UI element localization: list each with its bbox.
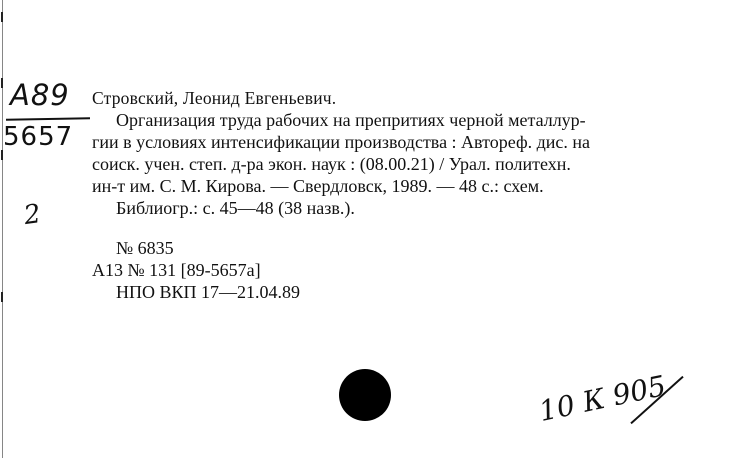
bibliography-line: Библиогр.: с. 45—48 (38 назв.). — [116, 198, 355, 218]
edge-dash — [1, 12, 3, 22]
punch-hole — [339, 369, 391, 421]
shelf-mark-top: А89 — [10, 78, 70, 112]
registration-note: НПО ВКП 17—21.04.89 — [116, 282, 301, 302]
description-line: ин-т им. С. М. Кирова. — Свердловск, 1989. — 48 с.: схем. — [92, 176, 544, 196]
card-left-edge — [2, 0, 3, 458]
description-line: Организация труда рабочих на препритиях черной металлур- — [116, 110, 586, 130]
description-line: гии в условиях интенсификации производства : Автореф. дис. на — [92, 132, 591, 152]
shelf-mark-bottom: 5657 — [3, 122, 74, 152]
edge-dash — [1, 78, 3, 88]
author-name: Стровский, Леонид Евгеньевич. — [92, 88, 337, 108]
description-line: соиск. учен. степ. д-ра экон. наук : (08.00.21) / Урал. политехн. — [92, 154, 571, 174]
handwritten-bottom-note: 10 К 905 — [536, 368, 669, 428]
accession-note: А13 № 131 [89-5657а] — [92, 260, 261, 280]
handwritten-mark: 2 — [21, 198, 43, 232]
record-number: № 6835 — [116, 238, 174, 258]
edge-dash — [1, 292, 3, 302]
shelf-mark-rule — [6, 117, 90, 120]
